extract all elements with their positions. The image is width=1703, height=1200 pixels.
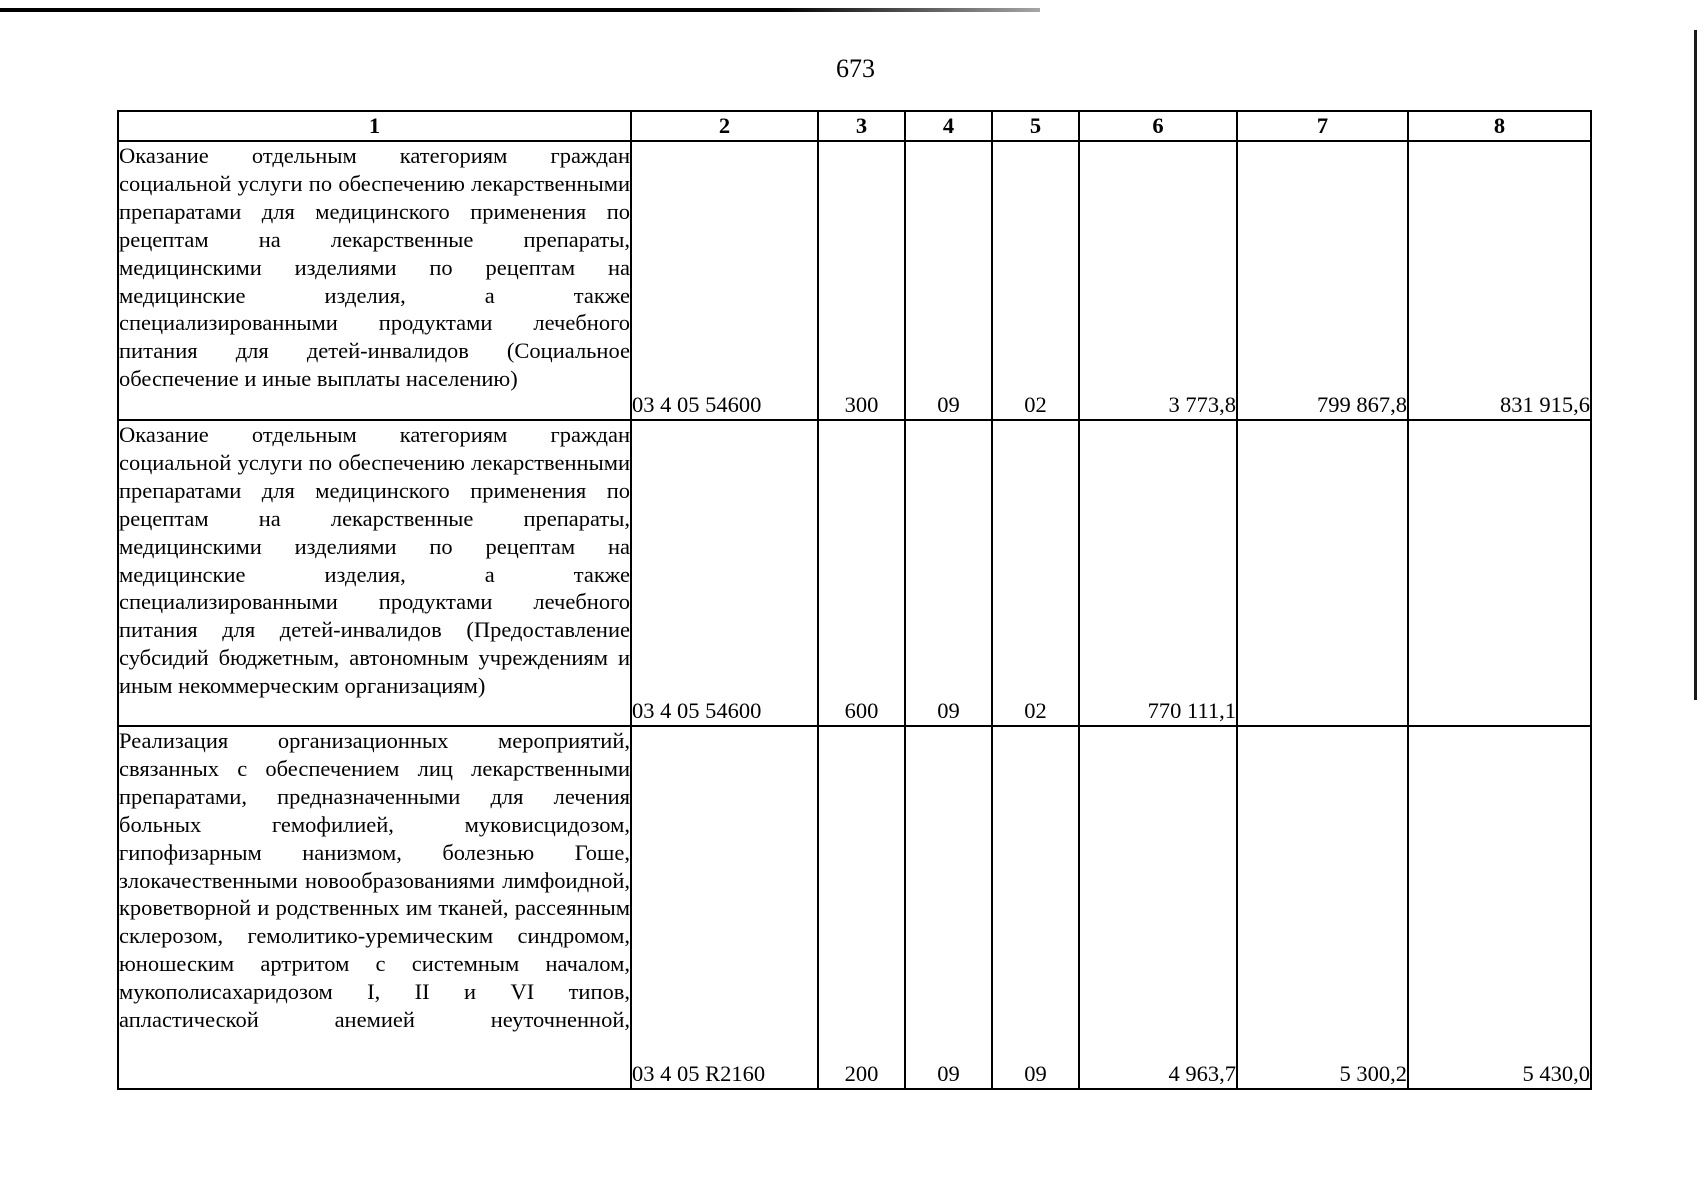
column-header-3: 3 <box>818 111 905 141</box>
column-header-8: 8 <box>1408 111 1591 141</box>
amount-column-6: 770 111,1 <box>1079 420 1237 726</box>
page-number: 673 <box>836 54 875 83</box>
target-article-code: 03 4 05 R2160 <box>631 726 818 1089</box>
target-article-code: 03 4 05 54600 <box>631 141 818 420</box>
row-description <box>118 726 631 1089</box>
column-header-4: 4 <box>905 111 992 141</box>
target-article-code: 03 4 05 54600 <box>631 420 818 726</box>
row-description: Оказание отдельным категориям граждан социальной услуги по обеспечению лекарственными препаратами для медицинского применения по рецептам на лекарственные препараты, медицинскими изделиями по рецептам на медицинские изделия, а также специализированными продуктами лечебного питания для детей-инвалидов (Предоставление субсидий бюджетным, автономным учреждениям и иным некоммерческим организациям) <box>118 420 631 726</box>
scan-border-top <box>0 8 1040 12</box>
amount-column-8 <box>1408 420 1591 726</box>
expense-type-code: 200 <box>818 726 905 1089</box>
subsection-code: 02 <box>992 420 1079 726</box>
row-description-text: Реализация организационных мероприятий, связанных с обеспечением лиц лекарственными препаратами, предназначенными для лечения больных гемофилией, муковисцидозом, гипофизарным нанизмом, болезнью Гоше, злокачественными новообразованиями лимфоидной, кроветворной и родственных им тканей, рассеянным склерозом, гемолитико-уремическим синдромом, юношеским артритом с системным началом, мукополисахаридозом I, II и VI типов, апластической анемией неуточненной, <box>119 728 630 1033</box>
amount-column-6: 4 963,7 <box>1079 726 1237 1089</box>
amount-column-7: 5 300,2 <box>1237 726 1408 1089</box>
column-header-6: 6 <box>1079 111 1237 141</box>
column-header-7: 7 <box>1237 111 1408 141</box>
amount-column-6: 3 773,8 <box>1079 141 1237 420</box>
expense-type-code: 600 <box>818 420 905 726</box>
column-header-5: 5 <box>992 111 1079 141</box>
amount-column-8: 831 915,6 <box>1408 141 1591 420</box>
table-row <box>118 420 1591 726</box>
column-header-2: 2 <box>631 111 818 141</box>
scan-border-right <box>1694 30 1697 700</box>
budget-table <box>117 110 1592 1090</box>
amount-column-7 <box>1237 420 1408 726</box>
section-code: 09 <box>905 141 992 420</box>
column-header-1: 1 <box>118 111 631 141</box>
section-code: 09 <box>905 420 992 726</box>
expense-type-code: 300 <box>818 141 905 420</box>
header-row <box>118 111 1591 141</box>
section-code: 09 <box>905 726 992 1089</box>
table-row <box>118 141 1591 420</box>
subsection-code: 09 <box>992 726 1079 1089</box>
row-description: Оказание отдельным категориям граждан социальной услуги по обеспечению лекарственными препаратами для медицинского применения по рецептам на лекарственные препараты, медицинскими изделиями по рецептам на медицинские изделия, а также специализированными продуктами лечебного питания для детей-инвалидов (Социальное обеспечение и иные выплаты населению) <box>118 141 631 420</box>
table-row <box>118 726 1591 1089</box>
subsection-code: 02 <box>992 141 1079 420</box>
amount-column-7: 799 867,8 <box>1237 141 1408 420</box>
amount-column-8: 5 430,0 <box>1408 726 1591 1089</box>
